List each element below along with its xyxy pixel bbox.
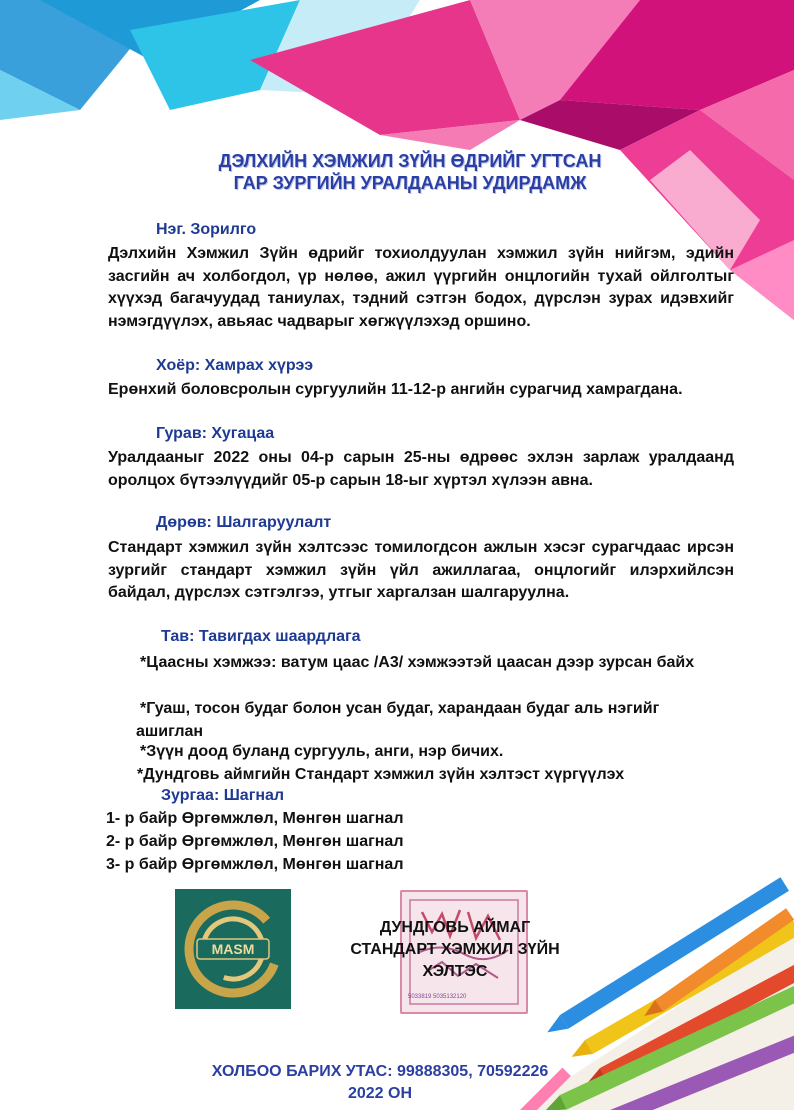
contact-phone: ХОЛБОО БАРИХ УТАС: 99888305, 70592226 (211, 1063, 549, 1080)
organization-line-3: ХЭЛТЭС (422, 963, 488, 980)
section-body-evaluation: Стандарт хэмжил зүйн хэлтсээс томилогдсон ажлын хэсэг сурагчдаас ирсэн зургийг стандарт хэмжил зүйн үйл ажиллагаа, онцлогийг илэрхийлсэн байдал, дүрслэх сэтгэлгээ, утгыг харгалзан шалгаруулна. (108, 539, 734, 602)
footer (150, 1061, 610, 1105)
section-heading-evaluation: Дөрөв: Шалгаруулалт (156, 514, 332, 531)
title-line-1: ДЭЛХИЙН ХЭМЖИЛ ЗҮЙН ӨДРИЙГ УГТСАН (218, 151, 602, 171)
organization-line-1: ДУНДГОВЬ АЙМАГ (379, 919, 531, 936)
section-body-scope: Ерөнхий боловсролын сургуулийн 11-12-р ангийн сурагчид хамрагдана. (108, 381, 683, 398)
requirement-item: *Гуаш, тосон будаг болон усан будаг, харандаан будаг аль нэгийг ашиглан (136, 700, 660, 740)
section-heading-scope: Хоёр: Хамрах хүрээ (156, 357, 314, 374)
requirement-item: *Зүүн доод буланд сургууль, анги, нэр бичих. (140, 743, 504, 760)
document-title (140, 150, 680, 194)
award-item: 1- р байр Өргөмжлөл, Мөнгөн шагнал (106, 810, 404, 827)
section-heading-awards: Зургаа: Шагнал (161, 787, 285, 804)
section-heading-goal: Нэг. Зорилго (156, 221, 257, 238)
requirement-item: *Дундговь аймгийн Стандарт хэмжил зүйн хэлтэст хүргүүлэх (137, 766, 625, 783)
logo-text: MASM (211, 941, 255, 957)
masm-logo-icon (175, 889, 291, 1009)
organization-line-2: СТАНДАРТ ХЭМЖИЛ ЗҮЙН (350, 941, 560, 958)
stamp-number: 5033819 5035132120 (408, 994, 467, 1000)
section-body-timing: Уралдааныг 2022 оны 04-р сарын 25-ны өдрөөс эхлэн зарлаж уралдаанд оролцох бүтээлүүдийг 05-р сарын 18-ыг хүртэл хүлээн авна. (108, 449, 734, 489)
organization-signature (320, 917, 590, 983)
section-heading-requirements: Тав: Тавигдах шаардлага (161, 628, 361, 645)
masm-logo-graphic (175, 889, 291, 1009)
requirement-item: *Цаасны хэмжээ: ватум цаас /А3/ хэмжээтэй цаасан дээр зурсан байх (140, 654, 695, 671)
award-item: 2- р байр Өргөмжлөл, Мөнгөн шагнал (106, 833, 404, 850)
footer-year: 2022 ОН (347, 1085, 413, 1102)
title-line-2: ГАР ЗУРГИЙН УРАЛДААНЫ УДИРДАМЖ (233, 173, 587, 193)
section-body-goal: Дэлхийн Хэмжил Зүйн өдрийг тохиолдуулан хэмжил зүйн нийгэм, эдийн засгийн ач холбогдол, үр нөлөө, ажил үүргийн онцлогийн тухай ойлголтыг хүүхэд багачуудад таниулах, тэдний сэтгэн бодох, дүрслэн зурах идэвхийг нэмэгдүүлэх, авьяас чадварыг хөгжүүлэхэд оршино. (108, 245, 734, 330)
award-item: 3- р байр Өргөмжлөл, Мөнгөн шагнал (106, 856, 404, 873)
section-heading-timing: Гурав: Хугацаа (156, 425, 275, 442)
